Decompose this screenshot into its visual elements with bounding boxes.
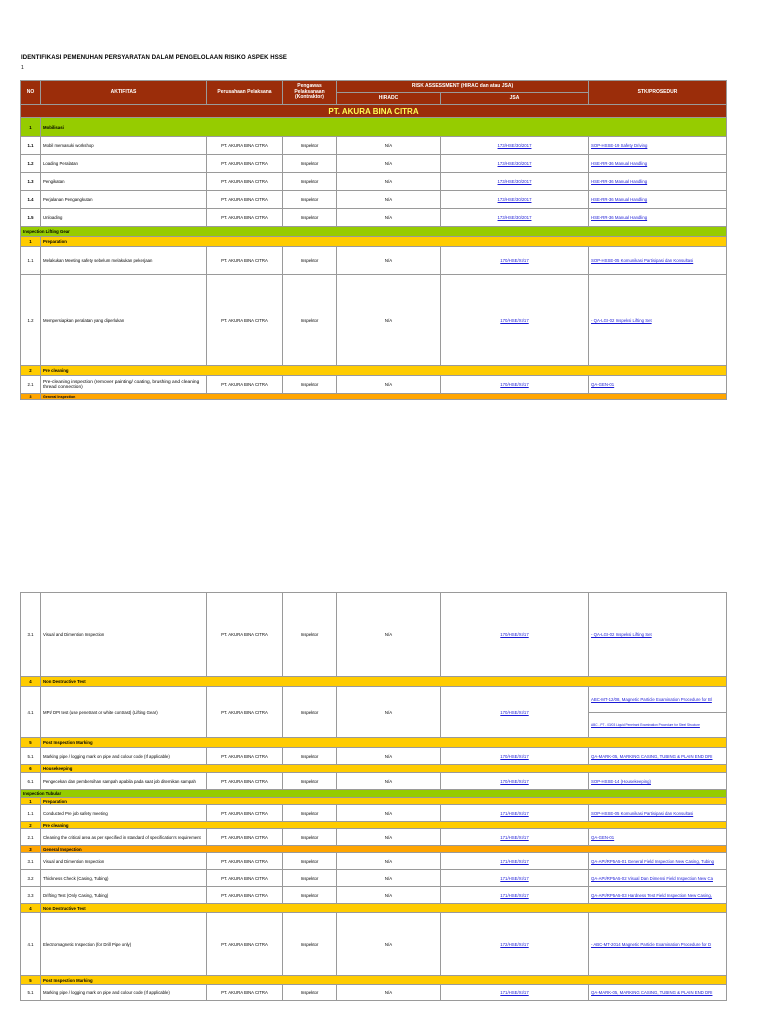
section-no: 2 bbox=[21, 366, 41, 376]
row-pengawas: Inspektor bbox=[283, 376, 337, 394]
section-title: Post Inspection Marking bbox=[41, 976, 727, 985]
row-pengawas: Inspektor bbox=[283, 773, 337, 790]
header-pengawas: Pengawas Pelaksanaan (Kontraktor) bbox=[283, 81, 337, 105]
row-activity: MPI/ DPI test (use penetrant or white contrast) (Lifting Gear) bbox=[41, 687, 207, 738]
row-hiradc: N/A bbox=[337, 773, 441, 790]
jsa-link[interactable]: 170/HSE/XI/17 bbox=[500, 753, 529, 759]
row-hiradc: N/A bbox=[337, 870, 441, 887]
row-activity: Mobil memasuki workshop bbox=[41, 137, 207, 155]
section-no: 1 bbox=[21, 118, 41, 137]
section-no: 3 bbox=[21, 394, 41, 400]
stk-link[interactable]: HSE-RR-36 Manual Handling bbox=[591, 197, 648, 202]
table-row bbox=[21, 209, 727, 227]
jsa-link[interactable]: 172/HSE/XI/17 bbox=[500, 941, 529, 947]
row-activity: Unloading bbox=[41, 209, 207, 227]
jsa-link[interactable]: 173/HSE/30/2017 bbox=[497, 143, 532, 148]
stk-link[interactable]: QA-API/RP5A5-03 Hardness Test Field Inspection New Casing, bbox=[591, 892, 713, 898]
header-aktifitas: AKTIFITAS bbox=[41, 81, 207, 105]
stk-link[interactable]: - QA-LGI-02 Inspeksi Lifting Set bbox=[591, 632, 652, 637]
row-hiradc: N/A bbox=[337, 209, 441, 227]
jsa-link[interactable]: 171/HSE/XI/17 bbox=[500, 834, 529, 840]
jsa-link[interactable]: 173/HSE/30/2017 bbox=[497, 215, 532, 220]
document-title: IDENTIFIKASI PEMENUHAN PERSYARATAN DALAM PENGELOLAAN RISIKO ASPEK HSSE bbox=[21, 55, 288, 61]
row-activity: Cleaning the critical area as per specified in standard of specification's requirement bbox=[41, 829, 207, 846]
row-activity: Mempersiapkan peralatan yang diperlukan bbox=[41, 275, 207, 366]
header-risk-assessment: RISK ASSESSMENT (HIRAC dan atau JSA) bbox=[337, 81, 589, 93]
row-company: PT. AKURA BINA CITRA bbox=[207, 275, 283, 366]
jsa-link[interactable]: 173/HSE/30/2017 bbox=[497, 197, 532, 202]
row-company: PT. AKURA BINA CITRA bbox=[207, 829, 283, 846]
row-activity: Pre-cleaning inspection (remover painting/ coating, brushing and cleaning thread connection) bbox=[41, 376, 207, 394]
risk-table-page-2 bbox=[20, 592, 727, 1001]
row-hiradc: N/A bbox=[337, 173, 441, 191]
stk-link[interactable]: QA-API/RP5A5-01 General Field Inspection New Casing, Tubing bbox=[591, 858, 715, 864]
jsa-link[interactable]: 171/HSE/XI/17 bbox=[500, 990, 529, 995]
table-row bbox=[21, 985, 727, 1001]
row-no: 3.3 bbox=[21, 887, 41, 904]
row-hiradc: N/A bbox=[337, 593, 441, 677]
table-row bbox=[21, 805, 727, 822]
table-row bbox=[21, 913, 727, 976]
row-no: 2.1 bbox=[21, 829, 41, 846]
table-row bbox=[21, 853, 727, 870]
section-no: 3 bbox=[21, 846, 41, 853]
stk-link[interactable]: QA-API/RP5A5-02 Visual Dan Dimensi Field Inspection New Ca bbox=[591, 875, 713, 881]
stk-link[interactable]: SOP-HSSE-05 Komunikasi Partisipasi dan Konsultasi bbox=[591, 258, 694, 263]
row-no: 3.1 bbox=[21, 593, 41, 677]
table-row bbox=[21, 247, 727, 275]
stk-link[interactable]: HSE-RR-36 Manual Handling bbox=[591, 161, 648, 166]
row-pengawas: Inspektor bbox=[283, 275, 337, 366]
section-no: 2 bbox=[21, 822, 41, 829]
row-hiradc: N/A bbox=[337, 155, 441, 173]
row-hiradc: N/A bbox=[337, 887, 441, 904]
table-row bbox=[21, 887, 727, 904]
jsa-link[interactable]: 173/HSE/30/2017 bbox=[497, 179, 532, 184]
section-no: 5 bbox=[21, 738, 41, 748]
jsa-link[interactable]: 171/HSE/XI/17 bbox=[500, 858, 529, 864]
section-title: Preparation bbox=[41, 237, 727, 247]
row-activity: Marking pipe / logging mark on pipe and colour code (If applicable) bbox=[41, 985, 207, 1001]
row-activity: Marking pipe / logging mark on pipe and colour code (If applicable) bbox=[41, 748, 207, 765]
stk-link[interactable]: HSE-RR-36 Manual Handling bbox=[591, 215, 648, 220]
row-company: PT. AKURA BINA CITRA bbox=[207, 887, 283, 904]
row-pengawas: Inspektor bbox=[283, 687, 337, 738]
jsa-link[interactable]: 170/HSE/XI/17 bbox=[500, 778, 529, 784]
row-company: PT. AKURA BINA CITRA bbox=[207, 870, 283, 887]
jsa-link[interactable]: 170/HSE/XI/17 bbox=[500, 258, 529, 263]
header-no: NO bbox=[21, 81, 41, 105]
header-jsa: JSA bbox=[441, 93, 589, 105]
row-no: 4.1 bbox=[21, 913, 41, 976]
row-no: 1.5 bbox=[21, 209, 41, 227]
row-hiradc: N/A bbox=[337, 275, 441, 366]
table-row bbox=[21, 829, 727, 846]
stk-link[interactable]: - QA-LGI-02 Inspeksi Lifting Set bbox=[591, 317, 652, 323]
row-pengawas: Inspektor bbox=[283, 985, 337, 1001]
table-row bbox=[21, 191, 727, 209]
row-activity: Thickness Check (Casing, Tubing) bbox=[41, 870, 207, 887]
section-no: 4 bbox=[21, 904, 41, 913]
jsa-link[interactable]: 171/HSE/XI/17 bbox=[500, 892, 529, 898]
row-company: PT. AKURA BINA CITRA bbox=[207, 376, 283, 394]
section-no: 6 bbox=[21, 765, 41, 773]
row-company: PT. AKURA BINA CITRA bbox=[207, 748, 283, 765]
row-pengawas: Inspektor bbox=[283, 247, 337, 275]
section-title: Mobilisasi bbox=[41, 118, 727, 137]
stk-link[interactable]: QA-MARK-05, MARKING CASING, TUBING & PLAIN END DRI bbox=[591, 990, 713, 995]
row-pengawas: Inspektor bbox=[283, 805, 337, 822]
row-pengawas: Inspektor bbox=[283, 173, 337, 191]
section-title: General Inspection bbox=[41, 394, 727, 400]
row-pengawas: Inspektor bbox=[283, 829, 337, 846]
section-no: 1 bbox=[21, 798, 41, 805]
row-pengawas: Inspektor bbox=[283, 137, 337, 155]
row-company: PT. AKURA BINA CITRA bbox=[207, 209, 283, 227]
section-title: Preparation bbox=[41, 798, 727, 805]
row-no: 6.1 bbox=[21, 773, 41, 790]
row-company: PT. AKURA BINA CITRA bbox=[207, 593, 283, 677]
row-company: PT. AKURA BINA CITRA bbox=[207, 687, 283, 738]
row-no: 1.2 bbox=[21, 275, 41, 366]
section-title: Pre cleaning bbox=[41, 366, 727, 376]
row-company: PT. AKURA BINA CITRA bbox=[207, 913, 283, 976]
stk-link[interactable]: QA-MARK-05, MARKING CASING, TUBING & PLAIN END DRI bbox=[591, 753, 713, 759]
jsa-link[interactable]: 170/HSE/XI/17 bbox=[500, 382, 529, 387]
row-no: 5.1 bbox=[21, 748, 41, 765]
jsa-link[interactable]: 171/HSE/XI/17 bbox=[500, 875, 529, 881]
section-title: Inspection Tubular bbox=[21, 790, 727, 798]
row-company: PT. AKURA BINA CITRA bbox=[207, 191, 283, 209]
row-activity: Drifting Test (Only Casing, Tubing) bbox=[41, 887, 207, 904]
row-pengawas: Inspektor bbox=[283, 870, 337, 887]
jsa-link[interactable]: 170/HSE/XI/17 bbox=[500, 632, 529, 637]
row-company: PT. AKURA BINA CITRA bbox=[207, 985, 283, 1001]
row-pengawas: Inspektor bbox=[283, 887, 337, 904]
header-hiradc: HIRADC bbox=[337, 93, 441, 105]
row-hiradc: N/A bbox=[337, 985, 441, 1001]
row-no: 4.1 bbox=[21, 687, 41, 738]
row-hiradc: N/A bbox=[337, 687, 441, 738]
row-hiradc: N/A bbox=[337, 191, 441, 209]
row-hiradc: N/A bbox=[337, 748, 441, 765]
table-row bbox=[21, 773, 727, 790]
row-activity: Perjalanan Pengangkutan bbox=[41, 191, 207, 209]
row-company: PT. AKURA BINA CITRA bbox=[207, 247, 283, 275]
table-row bbox=[21, 593, 727, 677]
table-row bbox=[21, 748, 727, 765]
table-row bbox=[21, 376, 727, 394]
row-pengawas: Inspektor bbox=[283, 593, 337, 677]
row-no: 1.4 bbox=[21, 191, 41, 209]
row-activity: Pengecekan dan pembersihan sampah apabila pada saat job ditemikan sampah bbox=[41, 773, 207, 790]
row-activity: Visual and Dimention Inspection bbox=[41, 593, 207, 677]
section-title: Pre cleaning bbox=[41, 822, 727, 829]
row-activity: Pengikatan bbox=[41, 173, 207, 191]
row-activity: Visual and Dimention Inspection bbox=[41, 853, 207, 870]
company-banner: PT. AKURA BINA CITRA bbox=[21, 105, 727, 118]
stk-link[interactable]: SOP-HSSE-19 Safety Driving bbox=[591, 143, 648, 148]
section-title: Housekeeping bbox=[41, 765, 727, 773]
row-company: PT. AKURA BINA CITRA bbox=[207, 853, 283, 870]
row-hiradc: N/A bbox=[337, 913, 441, 976]
section-title: Non Destructive Test bbox=[41, 904, 727, 913]
risk-table-page-1 bbox=[20, 80, 727, 400]
row-hiradc: N/A bbox=[337, 829, 441, 846]
table-row bbox=[21, 137, 727, 155]
jsa-link[interactable]: 170/HSE/XI/17 bbox=[500, 709, 529, 715]
stk-link[interactable]: SOP-HSSE-05 Komunikasi Partisipasi dan Konsultasi bbox=[591, 810, 694, 816]
stk-link[interactable]: SOP-HSSE-14 (Housekeeping) bbox=[591, 778, 651, 784]
row-no: 5.1 bbox=[21, 985, 41, 1001]
table-row bbox=[21, 275, 727, 366]
section-no: 4 bbox=[21, 677, 41, 687]
row-hiradc: N/A bbox=[337, 137, 441, 155]
stk-link[interactable]: HSE-RR-36 Manual Handling bbox=[591, 179, 648, 184]
section-title: Non Destructive Test bbox=[41, 677, 727, 687]
row-no: 1.1 bbox=[21, 805, 41, 822]
row-pengawas: Inspektor bbox=[283, 191, 337, 209]
section-no: 5 bbox=[21, 976, 41, 985]
row-no: 3.2 bbox=[21, 870, 41, 887]
row-no: 1.3 bbox=[21, 173, 41, 191]
section-title: General Inspection bbox=[41, 846, 727, 853]
section-title: Inspection Lifting Gear bbox=[21, 227, 727, 237]
stk-link[interactable]: QA-GEN-01 bbox=[591, 382, 615, 387]
row-pengawas: Inspektor bbox=[283, 748, 337, 765]
row-no: 1.1 bbox=[21, 247, 41, 275]
row-company: PT. AKURA BINA CITRA bbox=[207, 155, 283, 173]
table-row bbox=[21, 870, 727, 887]
table-row bbox=[21, 155, 727, 173]
row-no: 1.2 bbox=[21, 155, 41, 173]
row-pengawas: Inspektor bbox=[283, 155, 337, 173]
row-hiradc: N/A bbox=[337, 376, 441, 394]
row-no: 3.1 bbox=[21, 853, 41, 870]
row-company: PT. AKURA BINA CITRA bbox=[207, 805, 283, 822]
table-row bbox=[21, 687, 727, 738]
row-activity: Electromagnetic Inspection (for Drill Pipe only) bbox=[41, 913, 207, 976]
row-company: PT. AKURA BINA CITRA bbox=[207, 773, 283, 790]
row-company: PT. AKURA BINA CITRA bbox=[207, 173, 283, 191]
stk-link[interactable]: QA-GEN-01 bbox=[591, 834, 615, 840]
row-pengawas: Inspektor bbox=[283, 913, 337, 976]
row-activity: Loading Peralatan bbox=[41, 155, 207, 173]
row-activity: Melakukan Meeting safety sebelum melakukan pekerjaan bbox=[41, 247, 207, 275]
table-row bbox=[21, 173, 727, 191]
row-pengawas: Inspektor bbox=[283, 853, 337, 870]
row-pengawas: Inspektor bbox=[283, 209, 337, 227]
jsa-link[interactable]: 170/HSE/XI/17 bbox=[500, 317, 529, 323]
section-title: Post Inspection Marking bbox=[41, 738, 727, 748]
document-subtitle: 1 bbox=[21, 65, 24, 71]
row-hiradc: N/A bbox=[337, 805, 441, 822]
row-no: 2.1 bbox=[21, 376, 41, 394]
row-activity: Conducted Pre job safety meeting bbox=[41, 805, 207, 822]
row-hiradc: N/A bbox=[337, 247, 441, 275]
jsa-link[interactable]: 171/HSE/XI/17 bbox=[500, 810, 529, 816]
row-no: 1.1 bbox=[21, 137, 41, 155]
row-hiradc: N/A bbox=[337, 853, 441, 870]
header-perusahaan: Perusahaan Pelaksana bbox=[207, 81, 283, 105]
row-company: PT. AKURA BINA CITRA bbox=[207, 137, 283, 155]
stk-link-dpi[interactable]: ABC - PT - 03/03 Liquid Penetrant Examination Procedure for Steel Structure bbox=[591, 723, 700, 727]
header-stk: STK/PROSEDUR bbox=[589, 81, 727, 105]
jsa-link[interactable]: 173/HSE/30/2017 bbox=[497, 161, 532, 166]
stk-link[interactable]: - ABC-MT-2014 Magnetic Particle Examination Procedure for D bbox=[591, 941, 712, 947]
stk-link-mpi[interactable]: ABC-MT-12/08, Magnetic Particle Examination Procedure for Bl bbox=[591, 697, 712, 702]
section-no: 1 bbox=[21, 237, 41, 247]
